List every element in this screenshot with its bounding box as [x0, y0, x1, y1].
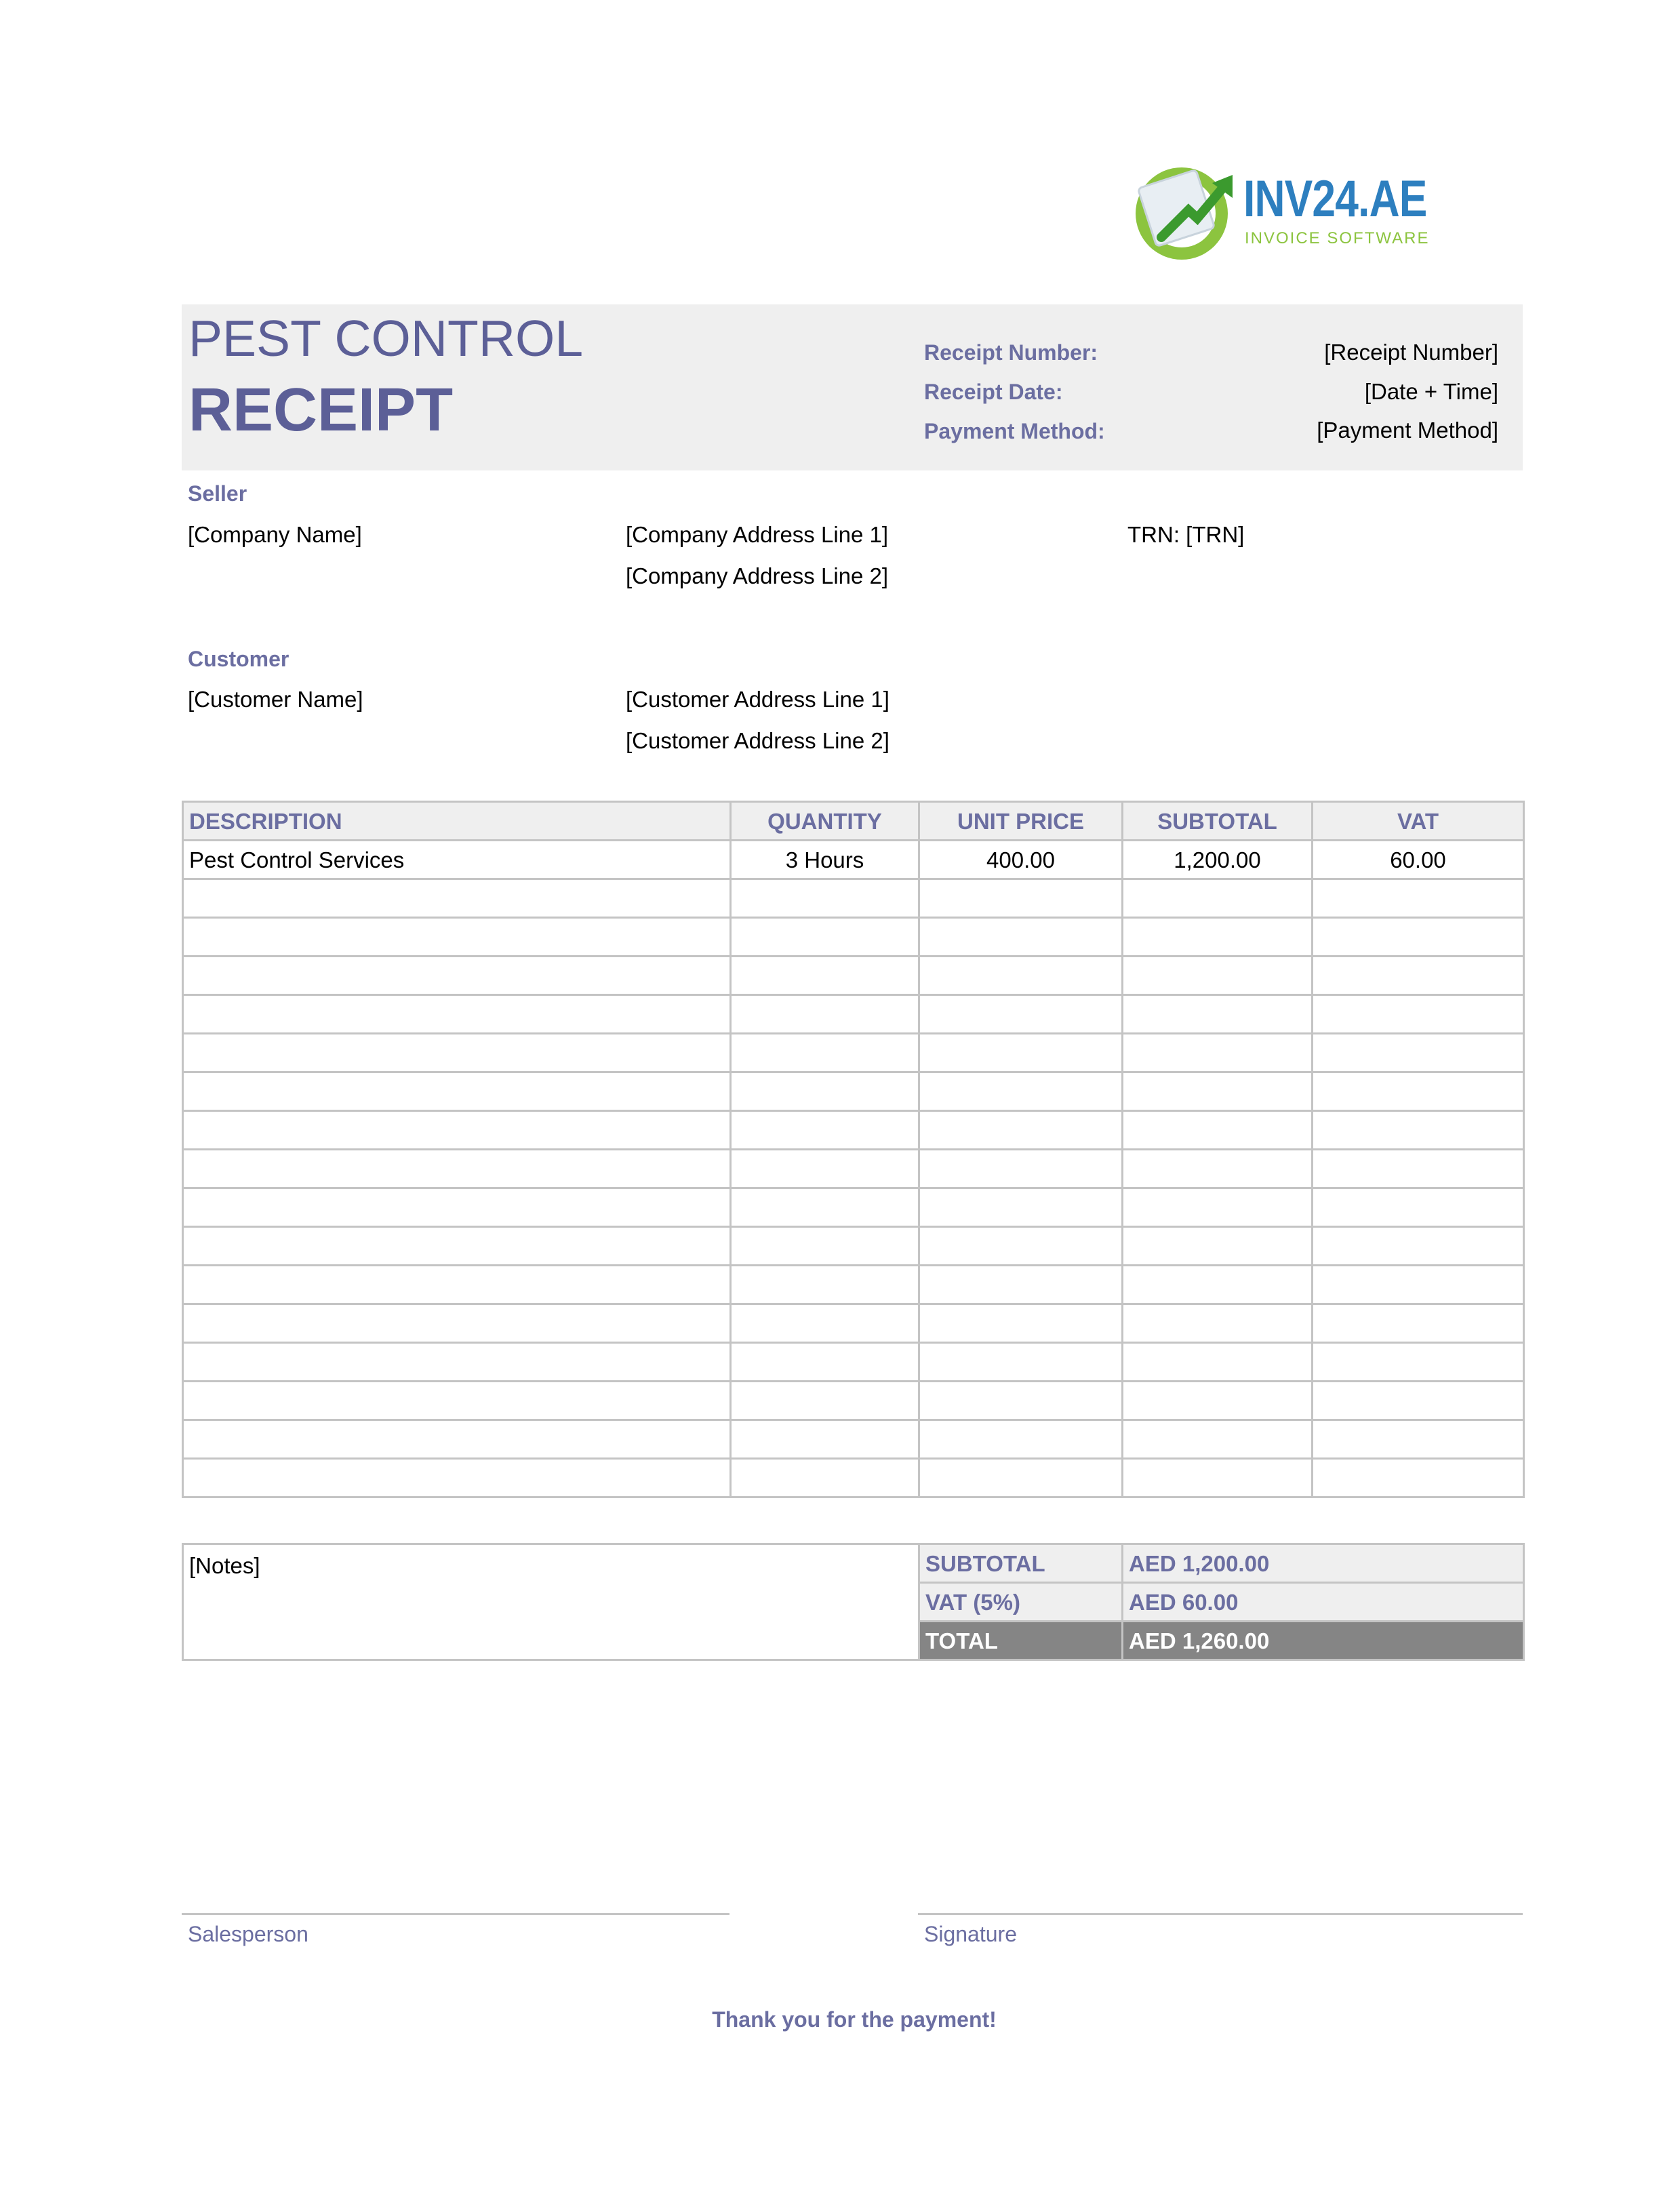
empty-cell	[731, 1343, 919, 1382]
receipt-date-value: [Date + Time]	[1364, 379, 1498, 404]
empty-cell	[1313, 1459, 1524, 1497]
empty-cell	[183, 1382, 731, 1420]
empty-cell	[919, 995, 1123, 1034]
table-row-empty	[183, 1343, 1524, 1382]
empty-cell	[183, 1459, 731, 1497]
empty-cell	[919, 1459, 1123, 1497]
empty-cell	[1123, 1188, 1313, 1227]
empty-cell	[183, 1420, 731, 1459]
empty-cell	[1313, 1420, 1524, 1459]
receipt-number-label: Receipt Number:	[924, 340, 1098, 365]
empty-cell	[731, 1034, 919, 1072]
salesperson-line	[182, 1913, 729, 1915]
col-quantity: QUANTITY	[731, 802, 919, 841]
empty-cell	[731, 879, 919, 918]
empty-cell	[731, 1111, 919, 1150]
empty-cell	[919, 1304, 1123, 1343]
empty-cell	[1123, 1111, 1313, 1150]
items-table	[182, 801, 1525, 1498]
seller-trn: TRN: [TRN]	[1127, 522, 1245, 547]
empty-cell	[1313, 1188, 1524, 1227]
col-subtotal: SUBTOTAL	[1123, 802, 1313, 841]
table-row-empty	[183, 1382, 1524, 1420]
table-row	[183, 841, 1524, 879]
table-row-empty	[183, 1227, 1524, 1266]
empty-cell	[731, 1150, 919, 1188]
empty-cell	[731, 1188, 919, 1227]
table-row-empty	[183, 879, 1524, 918]
empty-cell	[919, 1266, 1123, 1304]
total-label: TOTAL	[919, 1622, 1123, 1660]
empty-cell	[183, 1343, 731, 1382]
empty-cell	[731, 957, 919, 995]
empty-cell	[183, 995, 731, 1034]
table-row-empty	[183, 957, 1524, 995]
signature-line	[918, 1913, 1523, 1915]
empty-cell	[183, 1266, 731, 1304]
customer-address-line1: [Customer Address Line 1]	[626, 687, 889, 712]
empty-cell	[183, 1304, 731, 1343]
empty-cell	[919, 1343, 1123, 1382]
empty-cell	[731, 1227, 919, 1266]
empty-cell	[1313, 1034, 1524, 1072]
signature-label: Signature	[924, 1922, 1017, 1946]
totals-table	[182, 1543, 1525, 1661]
empty-cell	[1123, 1343, 1313, 1382]
customer-label: Customer	[188, 647, 289, 671]
empty-cell	[919, 1150, 1123, 1188]
empty-cell	[183, 918, 731, 957]
empty-cell	[1123, 1304, 1313, 1343]
total-value: AED 1,260.00	[1123, 1622, 1524, 1660]
empty-cell	[1123, 1150, 1313, 1188]
empty-cell	[183, 1034, 731, 1072]
empty-cell	[1123, 1227, 1313, 1266]
table-row-empty	[183, 1459, 1524, 1497]
empty-cell	[919, 918, 1123, 957]
customer-name: [Customer Name]	[188, 687, 363, 712]
seller-company-name: [Company Name]	[188, 522, 362, 547]
payment-method-label: Payment Method:	[924, 419, 1105, 443]
empty-cell	[1313, 879, 1524, 918]
empty-cell	[1313, 1227, 1524, 1266]
empty-cell	[1123, 1072, 1313, 1111]
empty-cell	[1123, 1266, 1313, 1304]
empty-cell	[1123, 1382, 1313, 1420]
empty-cell	[1123, 918, 1313, 957]
empty-cell	[1123, 879, 1313, 918]
cell-subtotal: 1,200.00	[1123, 841, 1313, 879]
empty-cell	[1313, 1266, 1524, 1304]
empty-cell	[1313, 1304, 1524, 1343]
payment-method-value: [Payment Method]	[1317, 418, 1498, 443]
cell-description: Pest Control Services	[183, 841, 731, 879]
table-row-empty	[183, 1188, 1524, 1227]
vat-label: VAT (5%)	[919, 1583, 1123, 1622]
empty-cell	[183, 879, 731, 918]
table-row-empty	[183, 1072, 1524, 1111]
table-row-empty	[183, 918, 1524, 957]
receipt-date-label: Receipt Date:	[924, 380, 1063, 404]
empty-cell	[1313, 1111, 1524, 1150]
seller-label: Seller	[188, 481, 247, 506]
empty-cell	[183, 1111, 731, 1150]
empty-cell	[183, 1150, 731, 1188]
table-row-empty	[183, 1304, 1524, 1343]
empty-cell	[1313, 1072, 1524, 1111]
col-unit-price: UNIT PRICE	[919, 802, 1123, 841]
table-row-empty	[183, 1266, 1524, 1304]
empty-cell	[1123, 1420, 1313, 1459]
table-row-empty	[183, 995, 1524, 1034]
title-line1: PEST CONTROL	[188, 310, 584, 367]
empty-cell	[919, 1382, 1123, 1420]
col-vat: VAT	[1313, 802, 1524, 841]
empty-cell	[919, 879, 1123, 918]
empty-cell	[1123, 957, 1313, 995]
empty-cell	[919, 1072, 1123, 1111]
empty-cell	[1313, 957, 1524, 995]
empty-cell	[731, 1072, 919, 1111]
empty-cell	[731, 995, 919, 1034]
empty-cell	[919, 1227, 1123, 1266]
empty-cell	[731, 1382, 919, 1420]
cell-quantity: 3 Hours	[731, 841, 919, 879]
empty-cell	[1313, 995, 1524, 1034]
table-row-empty	[183, 1111, 1524, 1150]
empty-cell	[183, 957, 731, 995]
empty-cell	[731, 1420, 919, 1459]
empty-cell	[183, 1072, 731, 1111]
empty-cell	[919, 1188, 1123, 1227]
empty-cell	[1123, 1034, 1313, 1072]
cell-vat: 60.00	[1313, 841, 1524, 879]
empty-cell	[1313, 1382, 1524, 1420]
salesperson-label: Salesperson	[188, 1922, 308, 1946]
table-row-empty	[183, 1034, 1524, 1072]
empty-cell	[1313, 1150, 1524, 1188]
cell-unit-price: 400.00	[919, 841, 1123, 879]
vat-value: AED 60.00	[1123, 1583, 1524, 1622]
empty-cell	[183, 1227, 731, 1266]
subtotal-label: SUBTOTAL	[919, 1544, 1123, 1583]
empty-cell	[731, 1266, 919, 1304]
empty-cell	[919, 1034, 1123, 1072]
col-description: DESCRIPTION	[183, 802, 731, 841]
table-row-empty	[183, 1150, 1524, 1188]
empty-cell	[731, 1459, 919, 1497]
table-header-row	[183, 802, 1524, 841]
empty-cell	[1313, 918, 1524, 957]
empty-cell	[731, 1304, 919, 1343]
notes: [Notes]	[183, 1544, 919, 1660]
empty-cell	[1313, 1343, 1524, 1382]
seller-address-line1: [Company Address Line 1]	[626, 522, 889, 547]
seller-address-line2: [Company Address Line 2]	[626, 563, 889, 588]
thank-you-message: Thank you for the payment!	[712, 2007, 997, 2032]
title-line2: RECEIPT	[188, 376, 454, 444]
empty-cell	[919, 1111, 1123, 1150]
empty-cell	[183, 1188, 731, 1227]
empty-cell	[1123, 995, 1313, 1034]
logo-name: INV24.AE	[1243, 170, 1427, 228]
logo-tagline: INVOICE SOFTWARE	[1245, 229, 1430, 247]
empty-cell	[919, 1420, 1123, 1459]
empty-cell	[1123, 1459, 1313, 1497]
empty-cell	[919, 957, 1123, 995]
subtotal-value: AED 1,200.00	[1123, 1544, 1524, 1583]
empty-cell	[731, 918, 919, 957]
customer-address-line2: [Customer Address Line 2]	[626, 728, 889, 753]
receipt-number-value: [Receipt Number]	[1324, 340, 1498, 365]
table-row-empty	[183, 1420, 1524, 1459]
